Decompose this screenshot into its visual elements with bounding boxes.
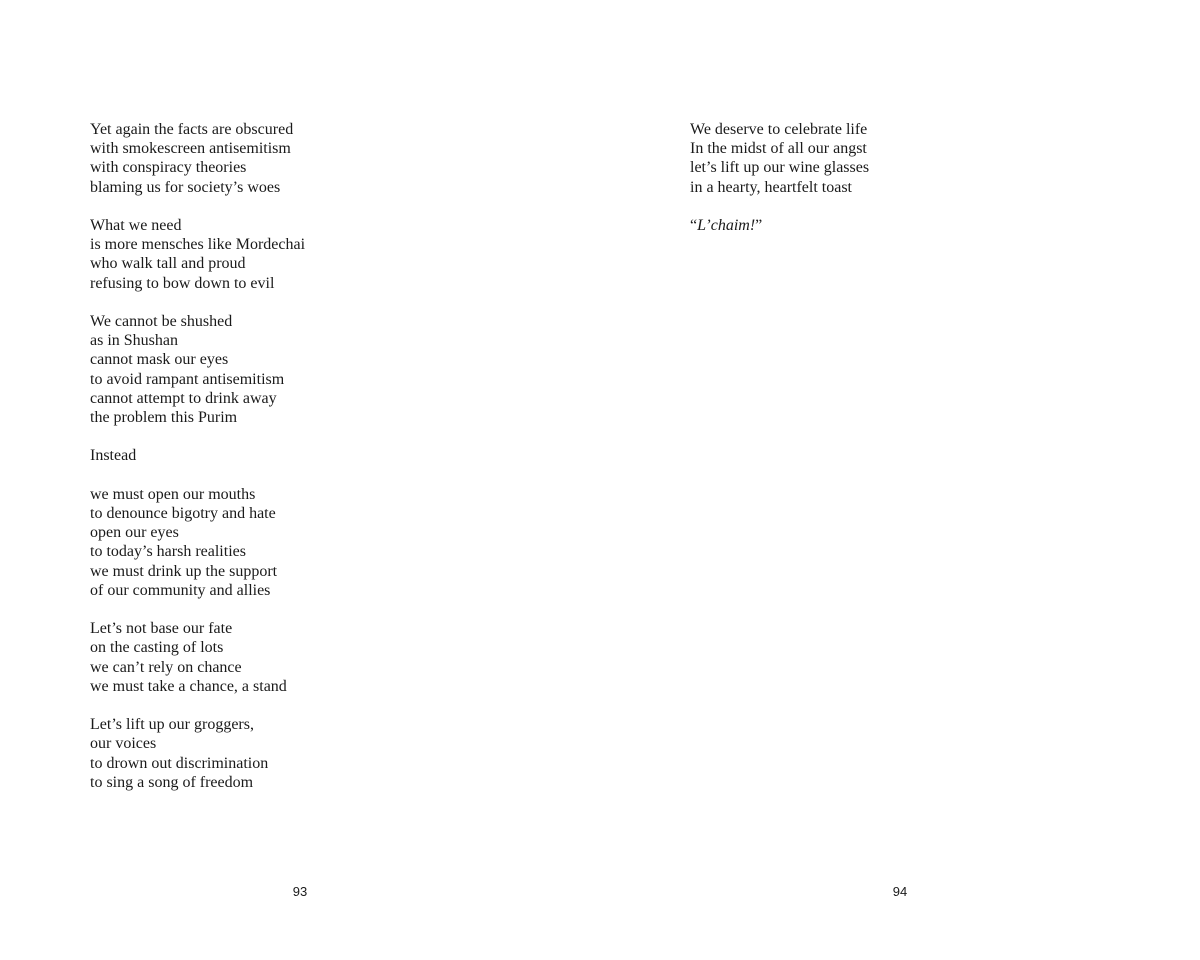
poem-line: let’s lift up our wine glasses — [690, 159, 870, 177]
poem-line: refusing to bow down to evil — [90, 274, 275, 292]
poem-line: is more mensches like Mordechai — [90, 236, 306, 254]
poem-line: Let’s not base our fate — [90, 620, 233, 638]
poem-text-right — [690, 120, 869, 254]
poem-line: to today’s harsh realities — [90, 543, 246, 561]
poem-line: to sing a song of freedom — [90, 773, 254, 791]
poem-line: to avoid rampant antisemitism — [90, 370, 285, 388]
poem-line: What we need — [90, 217, 182, 234]
stanza-3 — [90, 312, 305, 427]
stanza-8 — [690, 120, 869, 197]
poem-text-left — [90, 120, 305, 811]
poem-line: who walk tall and proud — [90, 255, 246, 273]
poem-line: Yet again the facts are obscured — [90, 121, 294, 138]
poem-line: to drown out discrimination — [90, 754, 269, 772]
poem-line: Instead — [90, 447, 137, 465]
poem-line: we must drink up the support — [90, 562, 278, 580]
toast-line — [690, 216, 869, 235]
close-quote: ” — [755, 217, 763, 234]
page-number-right: 94 — [892, 884, 908, 899]
poem-line: we must take a chance, a stand — [90, 677, 287, 695]
open-quote: “ — [690, 217, 698, 234]
poem-line: We cannot be shushed — [90, 313, 233, 330]
poem-line: we must open our mouths — [90, 485, 256, 503]
stanza-7 — [90, 715, 305, 792]
poem-line: to denounce bigotry and hate — [90, 505, 276, 522]
toast-stanza — [690, 216, 869, 235]
poem-line: with smokescreen antisemitism — [90, 140, 291, 158]
stanza-4 — [90, 446, 305, 465]
stanza-5 — [90, 485, 305, 600]
page-number-left: 93 — [292, 884, 308, 899]
poem-line: cannot mask our eyes — [90, 351, 229, 369]
poem-line: cannot attempt to drink away — [90, 389, 277, 407]
poem-line: our voices — [90, 735, 157, 753]
right-page — [600, 0, 1200, 960]
stanza-1 — [90, 120, 305, 197]
poem-line: the problem this Purim — [90, 409, 238, 427]
toast-word: L’chaim! — [697, 217, 756, 234]
poem-line: blaming us for society’s woes — [90, 178, 281, 196]
poem-line: of our community and allies — [90, 581, 271, 599]
poem-line: open our eyes — [90, 524, 179, 542]
poem-line: on the casting of lots — [90, 639, 224, 657]
poem-line: In the midst of all our angst — [690, 140, 867, 158]
poem-line: in a hearty, heartfelt toast — [690, 178, 852, 196]
poem-line: with conspiracy theories — [90, 159, 247, 177]
poem-line: we can’t rely on chance — [90, 658, 242, 676]
poem-line: We deserve to celebrate life — [690, 121, 868, 138]
stanza-2 — [90, 216, 305, 293]
poem-line: Let’s lift up our groggers, — [90, 716, 254, 734]
poem-line: as in Shushan — [90, 332, 178, 350]
stanza-6 — [90, 619, 305, 696]
